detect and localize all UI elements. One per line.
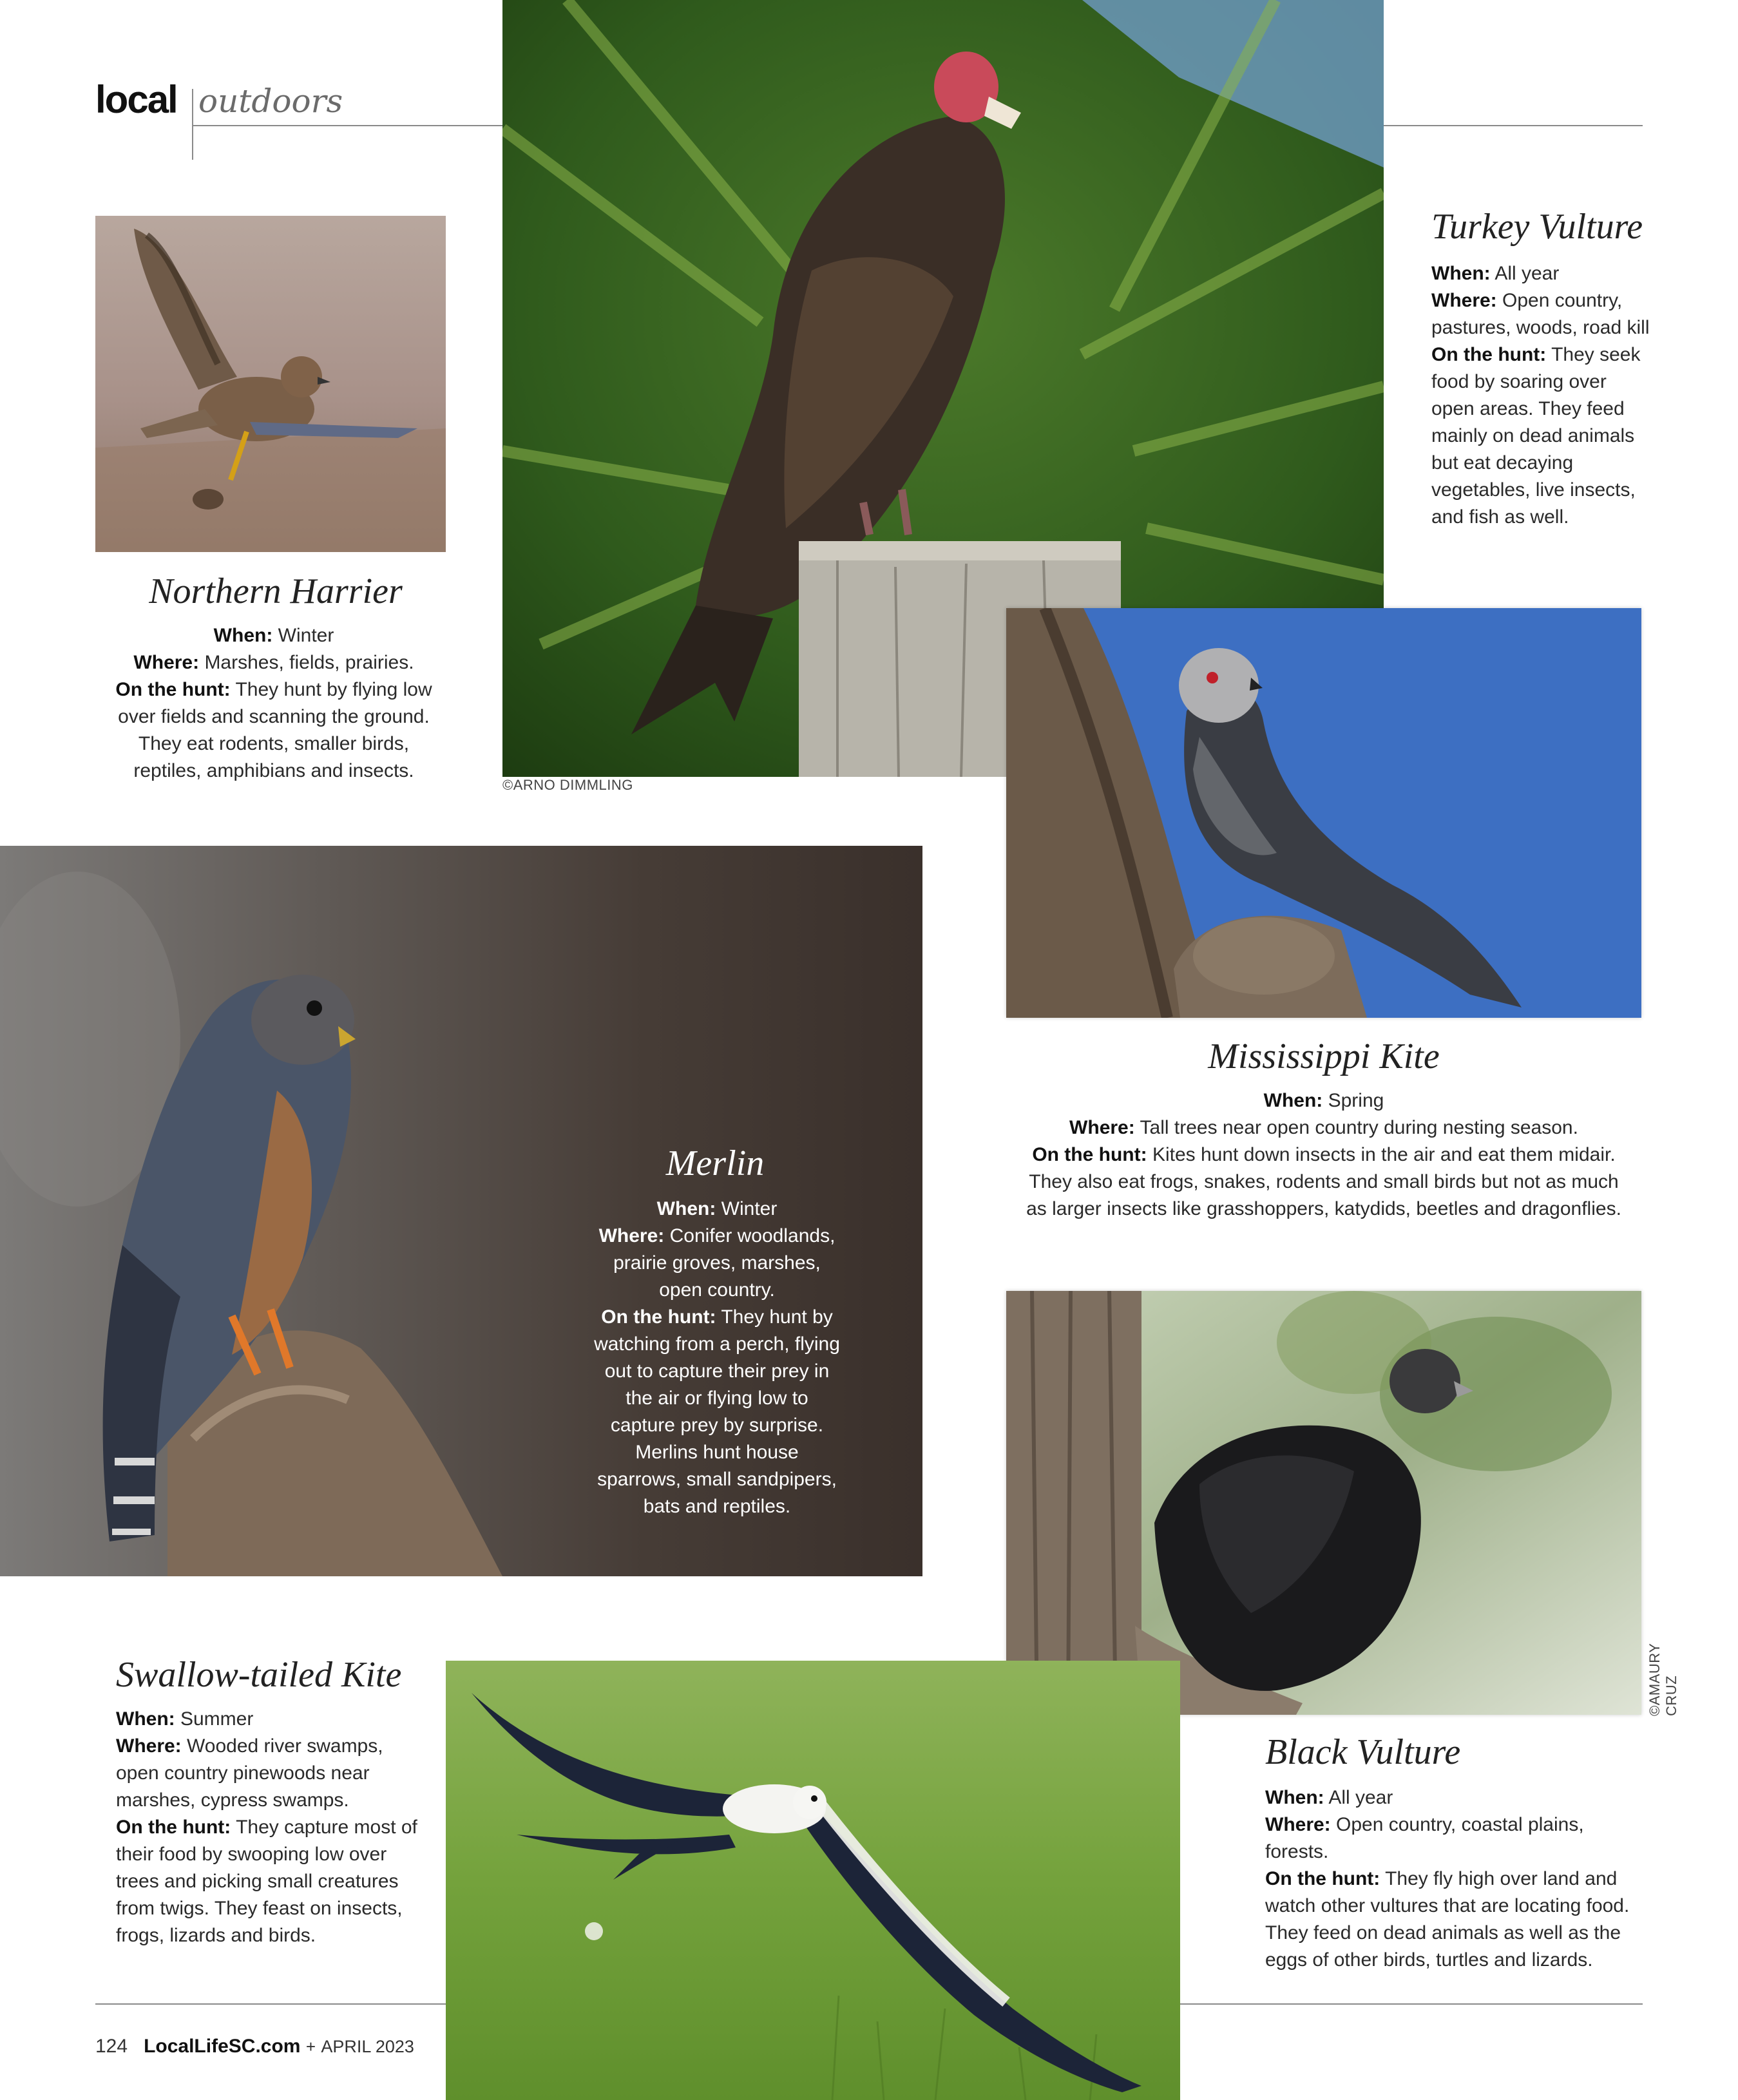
issue-date: APRIL 2023: [321, 2037, 414, 2056]
photo-credit-arno: ©ARNO DIMMLING: [502, 777, 633, 793]
photo-credit-amaury: ©AMAURY CRUZ: [1647, 1643, 1679, 1716]
swallow-tailed-kite-text: When: Summer Where: Wooded river swamps, open country pinewoods near marshes, cypress swamps. On the hunt: They capture most of their food by swooping low over trees and picking small creatures from twigs. They feast on insects, frogs, lizards and birds.: [116, 1708, 417, 1946]
turkey-vulture-text: When: All year Where: Open country, pastures, woods, road kill On the hunt: They seek food by soaring over open areas. They feed mainly on dead animals but eat decaying vegetables, live insects, and fish as well.: [1431, 263, 1650, 528]
mississippi-kite-photo: [1006, 608, 1641, 1018]
mississippi-kite-title: Mississippi Kite: [1208, 1036, 1440, 1076]
swallow-tailed-kite-title: Swallow-tailed Kite: [116, 1655, 402, 1695]
swallow-tailed-kite-photo: [446, 1661, 1180, 2100]
folio-separator: +: [305, 2037, 316, 2056]
footer-rule-left: [95, 2003, 446, 2005]
northern-harrier-title: Northern Harrier: [149, 571, 403, 611]
northern-harrier-text: When: Winter Where: Marshes, fields, prairies. On the hunt: They hunt by flying low over fields and scanning the ground. They eat rodents, smaller birds, reptiles, amphibians and insects.: [115, 625, 432, 781]
black-vulture-photo: [1006, 1291, 1641, 1715]
folio: [95, 2036, 414, 2057]
merlin-title: Merlin: [665, 1143, 765, 1183]
section-title: outdoors: [198, 82, 343, 120]
header-divider: [192, 89, 193, 160]
mississippi-kite-text: When: Spring Where: Tall trees near open country during nesting season. On the hunt: Kites hunt down insects in the air and eat them midair. They also eat frogs, snakes, rodents and small birds but not as much as larger insects like grasshoppers, katydids, beetles and dragonflies.: [1026, 1090, 1621, 1219]
northern-harrier-photo: [95, 216, 446, 552]
black-vulture-text: When: All year Where: Open country, coastal plains, forests. On the hunt: They fly high over land and watch other vultures that are locating food. They feed on dead animals as well as the eggs of other birds, turtles and lizards.: [1265, 1787, 1630, 1971]
turkey-vulture-title: Turkey Vulture: [1431, 207, 1643, 247]
page-number: 124: [95, 2036, 128, 2057]
merlin-text: When: Winter Where: Conifer woodlands, prairie groves, marshes, open country. On the hunt: They hunt by watching from a perch, flying out to capture their prey in the air or flying low to capture prey by surprise. Merlins hunt house sparrows, small sandpipers, bats and reptiles.: [594, 1198, 840, 1517]
black-vulture-title: Black Vulture: [1265, 1732, 1461, 1772]
site-name: LocalLifeSC.com: [144, 2036, 301, 2057]
brand-logo: local: [95, 78, 177, 121]
footer-rule-right: [1180, 2003, 1643, 2005]
header-rule-left: [192, 125, 502, 126]
header-rule-right: [1384, 125, 1643, 126]
